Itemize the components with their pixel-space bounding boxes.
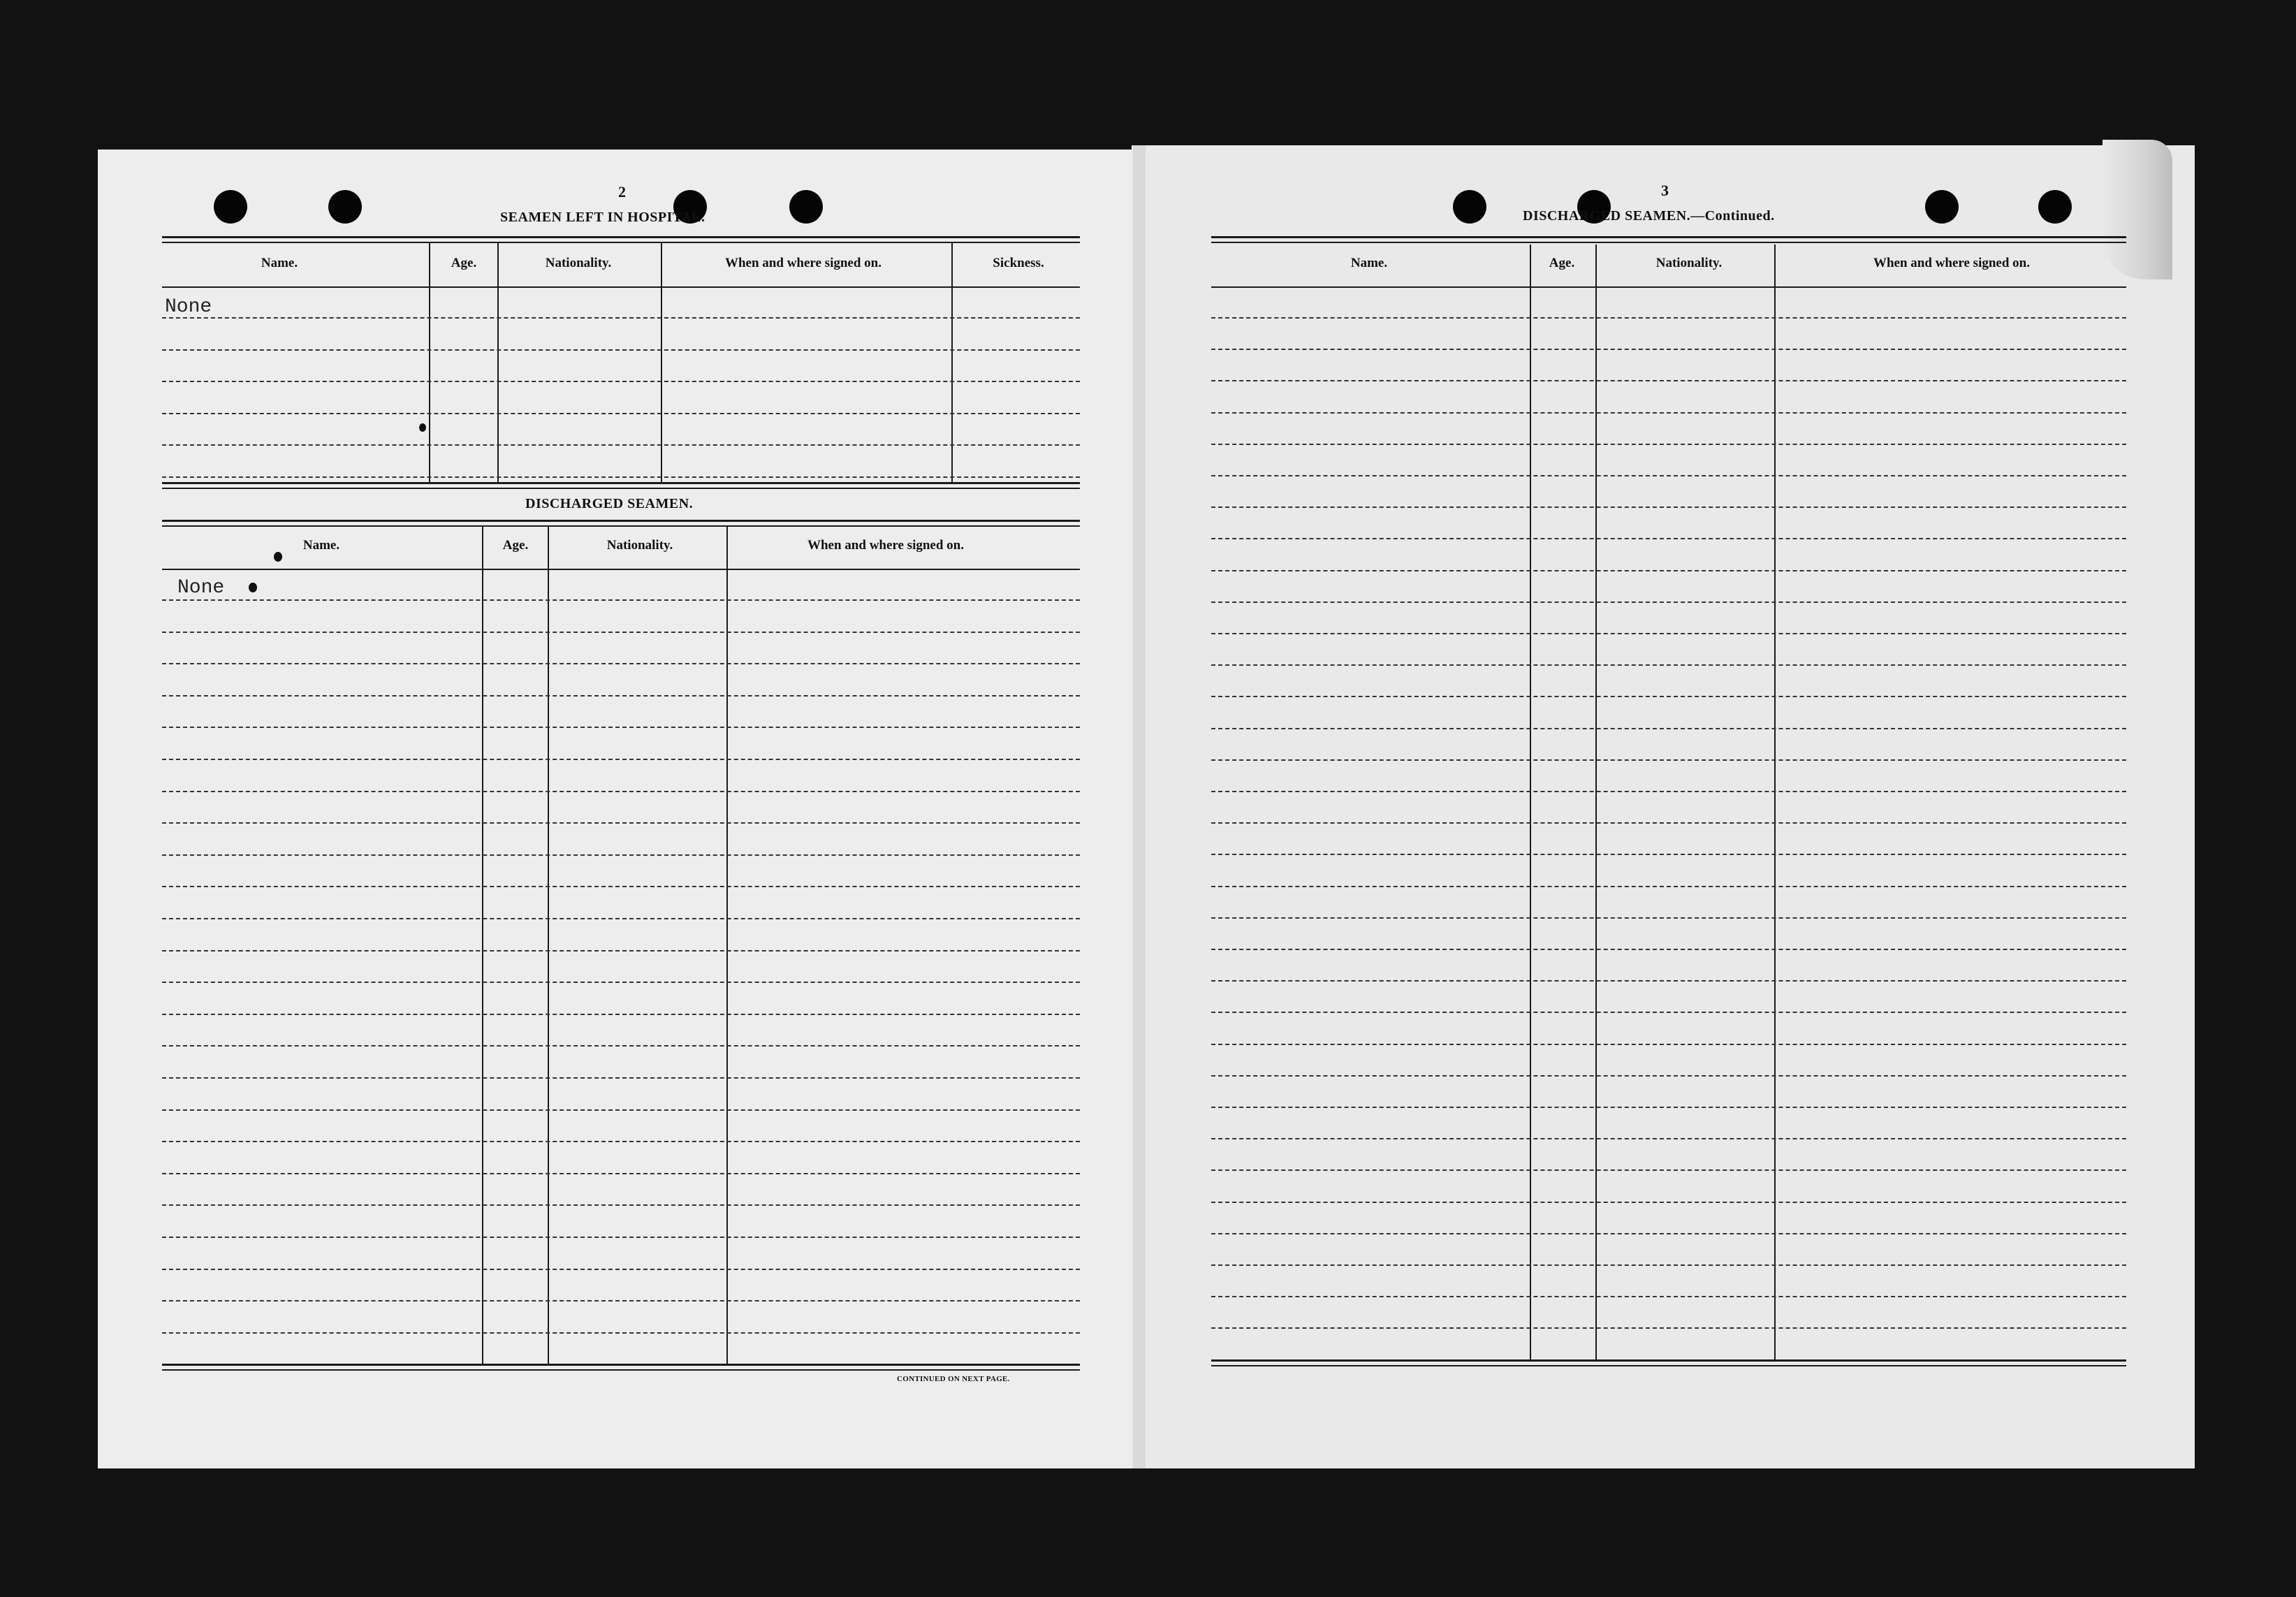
ruled-line xyxy=(162,727,1080,728)
ruled-line xyxy=(1211,412,2126,414)
ruled-line xyxy=(1211,506,2126,508)
right-bottom-rule-2 xyxy=(1211,1365,2126,1366)
hospital-bottom-rule xyxy=(162,482,1080,484)
ruled-line xyxy=(1211,759,2126,761)
left-page xyxy=(98,150,1146,1468)
ruled-line xyxy=(162,444,1080,446)
discharged-col-nationality: Nationality. xyxy=(606,538,673,553)
ruled-line xyxy=(162,1014,1080,1015)
ruled-line xyxy=(162,982,1080,983)
ruled-line xyxy=(1211,349,2126,350)
ruled-line xyxy=(162,317,1080,319)
ruled-line xyxy=(162,632,1080,633)
punch-hole xyxy=(1453,190,1486,224)
ink-speck xyxy=(419,423,426,432)
ruled-line xyxy=(1211,1138,2126,1139)
discharged-col-age: Age. xyxy=(502,538,529,553)
hospital-col-name: Name. xyxy=(261,256,298,270)
ruled-line xyxy=(162,1269,1080,1270)
ruled-line xyxy=(1211,728,2126,729)
hospital-col-signed-on: When and where signed on. xyxy=(724,256,882,270)
ruled-line xyxy=(162,1109,1080,1111)
ruled-line xyxy=(1211,475,2126,476)
right-header-rule xyxy=(1211,286,2126,288)
discharged-bottom-rule xyxy=(162,1364,1080,1366)
ruled-line xyxy=(1211,1169,2126,1171)
punch-hole xyxy=(1925,190,1959,224)
ruled-line xyxy=(1211,822,2126,824)
page-number-right: 3 xyxy=(1661,182,1669,199)
ruled-line xyxy=(162,759,1080,760)
ruled-line xyxy=(162,950,1080,951)
right-page xyxy=(1132,145,2195,1468)
ruled-line xyxy=(162,1173,1080,1174)
ruled-line xyxy=(162,822,1080,824)
ruled-line xyxy=(1211,1233,2126,1234)
ruled-line xyxy=(162,1237,1080,1238)
ruled-line xyxy=(1211,633,2126,634)
hospital-divider xyxy=(951,243,953,482)
ruled-line xyxy=(162,1300,1080,1301)
hospital-col-age: Age. xyxy=(451,256,477,270)
punch-hole xyxy=(2038,190,2072,224)
curled-corner xyxy=(2103,140,2172,279)
hospital-entry-none: None xyxy=(165,296,212,318)
discharged-divider xyxy=(726,527,728,1364)
ruled-line xyxy=(1211,1044,2126,1045)
punch-hole xyxy=(789,190,823,224)
discharged-divider xyxy=(482,527,483,1364)
ruled-line xyxy=(1211,1107,2126,1108)
continued-note: CONTINUED ON NEXT PAGE. xyxy=(897,1375,1010,1383)
ruled-line xyxy=(162,1045,1080,1047)
ruled-line xyxy=(162,663,1080,664)
ruled-line xyxy=(1211,601,2126,603)
punch-hole xyxy=(214,190,247,224)
discharged-entry-none: None xyxy=(177,577,225,599)
right-col-name: Name. xyxy=(1350,256,1388,270)
hospital-top-rule-2 xyxy=(162,242,1080,243)
ruled-line xyxy=(162,1077,1080,1079)
ruled-line xyxy=(1211,917,2126,919)
right-bottom-rule xyxy=(1211,1359,2126,1362)
discharged-section-title: DISCHARGED SEAMEN. xyxy=(525,496,694,511)
ruled-line xyxy=(162,413,1080,414)
ruled-line xyxy=(1211,538,2126,539)
ruled-line xyxy=(1211,444,2126,445)
ruled-line xyxy=(1211,1202,2126,1203)
ruled-line xyxy=(162,1141,1080,1142)
ruled-line xyxy=(1211,1012,2126,1013)
page-fold xyxy=(1133,145,1146,1468)
hospital-section-title: SEAMEN LEFT IN HOSPITAL. xyxy=(500,210,705,225)
ruled-line xyxy=(162,381,1080,382)
ruled-line xyxy=(162,886,1080,887)
discharged-top-rule-2 xyxy=(162,525,1080,527)
right-col-signed-on: When and where signed on. xyxy=(1873,256,2031,270)
discharged-bottom-rule-2 xyxy=(162,1369,1080,1371)
right-top-rule-2 xyxy=(1211,242,2126,243)
hospital-bottom-rule-2 xyxy=(162,488,1080,489)
discharged-col-signed-on: When and where signed on. xyxy=(807,538,965,553)
ruled-line xyxy=(1211,980,2126,982)
ruled-line xyxy=(162,1332,1080,1334)
ruled-line xyxy=(1211,854,2126,855)
hospital-top-rule xyxy=(162,236,1080,238)
ruled-line xyxy=(1211,317,2126,319)
ruled-line xyxy=(162,695,1080,697)
ruled-line xyxy=(162,791,1080,792)
ruled-line xyxy=(1211,570,2126,571)
discharged-top-rule xyxy=(162,520,1080,522)
ruled-line xyxy=(1211,791,2126,792)
ruled-line xyxy=(1211,1264,2126,1266)
hospital-divider xyxy=(497,243,499,482)
hospital-col-sickness: Sickness. xyxy=(993,256,1044,270)
ruled-line xyxy=(162,1204,1080,1206)
hospital-divider xyxy=(429,243,430,482)
hospital-divider xyxy=(661,243,662,482)
ruled-line xyxy=(162,476,1080,478)
discharged-header-rule xyxy=(162,569,1080,570)
ruled-line xyxy=(162,349,1080,351)
right-col-age: Age. xyxy=(1549,256,1575,270)
ruled-line xyxy=(1211,949,2126,950)
ruled-line xyxy=(1211,886,2126,887)
ruled-line xyxy=(1211,696,2126,697)
ruled-line xyxy=(162,918,1080,919)
ruled-line xyxy=(1211,1296,2126,1297)
ruled-line xyxy=(1211,664,2126,666)
page-number-left: 2 xyxy=(618,183,626,200)
ruled-line xyxy=(162,599,1080,601)
ruled-line xyxy=(1211,1075,2126,1077)
ruled-line xyxy=(162,854,1080,856)
ink-speck xyxy=(274,552,282,562)
right-section-title: DISCHARGED SEAMEN.—Continued. xyxy=(1523,208,1775,224)
right-col-nationality: Nationality. xyxy=(1655,256,1723,270)
discharged-divider xyxy=(548,527,549,1364)
punch-hole xyxy=(328,190,362,224)
right-top-rule xyxy=(1211,236,2126,238)
ink-speck xyxy=(249,583,257,592)
ruled-line xyxy=(1211,380,2126,381)
discharged-col-name: Name. xyxy=(302,538,340,553)
ruled-line xyxy=(1211,1327,2126,1329)
hospital-col-nationality: Nationality. xyxy=(545,256,612,270)
hospital-header-rule xyxy=(162,286,1080,288)
